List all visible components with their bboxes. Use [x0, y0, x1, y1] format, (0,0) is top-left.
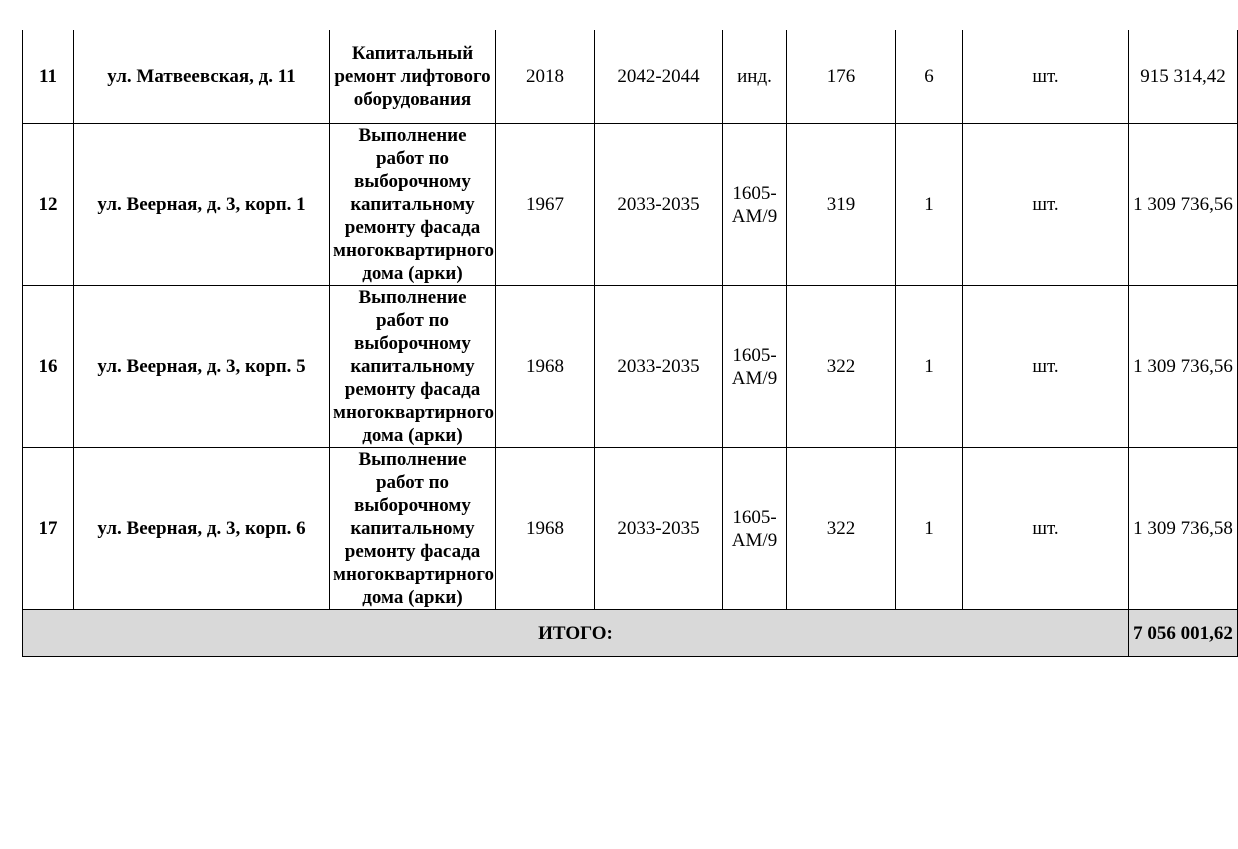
- building-series-cell: 1605-АМ/9: [723, 286, 787, 448]
- unit-cell: шт.: [963, 286, 1129, 448]
- year-built-cell: 1968: [496, 286, 595, 448]
- year-built-cell: 1967: [496, 124, 595, 286]
- repair-period-cell: 2033-2035: [595, 286, 723, 448]
- total-label: ИТОГО:: [23, 610, 1129, 657]
- work-description-cell: Выполнение работ по выборочному капитальному ремонту фасада многоквартирного дома (арки): [330, 286, 496, 448]
- quantity-cell: 1: [896, 448, 963, 610]
- value-cell: 176: [787, 30, 896, 124]
- unit-cell: шт.: [963, 448, 1129, 610]
- building-series-cell: 1605-АМ/9: [723, 124, 787, 286]
- row-number: 17: [23, 448, 74, 610]
- building-series-cell: 1605-АМ/9: [723, 448, 787, 610]
- quantity-cell: 6: [896, 30, 963, 124]
- work-description-cell: Выполнение работ по выборочному капитальному ремонту фасада многоквартирного дома (арки): [330, 448, 496, 610]
- repair-period-cell: 2042-2044: [595, 30, 723, 124]
- year-built-cell: 1968: [496, 448, 595, 610]
- address-cell: ул. Веерная, д. 3, корп. 6: [74, 448, 330, 610]
- table-row: [23, 286, 1238, 448]
- total-row: [23, 610, 1238, 657]
- repair-period-cell: 2033-2035: [595, 124, 723, 286]
- table-row: [23, 30, 1238, 124]
- value-cell: 319: [787, 124, 896, 286]
- cost-cell: 1 309 736,56: [1129, 124, 1238, 286]
- address-cell: ул. Матвеевская, д. 11: [74, 30, 330, 124]
- building-series-cell: инд.: [723, 30, 787, 124]
- value-cell: 322: [787, 286, 896, 448]
- quantity-cell: 1: [896, 124, 963, 286]
- row-number: 11: [23, 30, 74, 124]
- address-cell: ул. Веерная, д. 3, корп. 5: [74, 286, 330, 448]
- year-built-cell: 2018: [496, 30, 595, 124]
- cost-cell: 915 314,42: [1129, 30, 1238, 124]
- work-description-cell: Капитальный ремонт лифтового оборудования: [330, 30, 496, 124]
- row-number: 16: [23, 286, 74, 448]
- quantity-cell: 1: [896, 286, 963, 448]
- table-row: [23, 124, 1238, 286]
- unit-cell: шт.: [963, 124, 1129, 286]
- repair-period-cell: 2033-2035: [595, 448, 723, 610]
- work-description-cell: Выполнение работ по выборочному капитальному ремонту фасада многоквартирного дома (арки): [330, 124, 496, 286]
- unit-cell: шт.: [963, 30, 1129, 124]
- address-cell: ул. Веерная, д. 3, корп. 1: [74, 124, 330, 286]
- cost-cell: 1 309 736,58: [1129, 448, 1238, 610]
- capital-repair-table: [22, 30, 1238, 657]
- value-cell: 322: [787, 448, 896, 610]
- cost-cell: 1 309 736,56: [1129, 286, 1238, 448]
- total-value: 7 056 001,62: [1129, 610, 1238, 657]
- table-row: [23, 448, 1238, 610]
- row-number: 12: [23, 124, 74, 286]
